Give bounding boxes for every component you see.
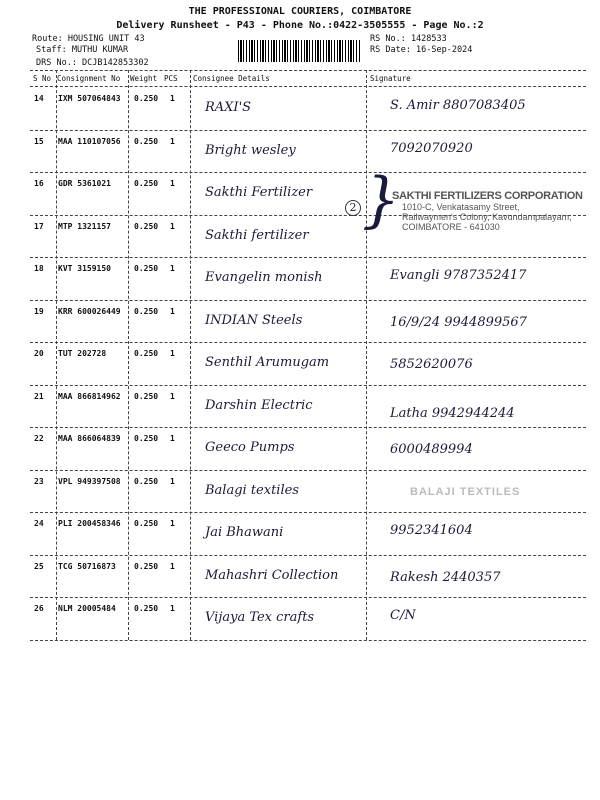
header-divider [30,70,586,71]
row-pcs: 1 [170,264,175,273]
row-divider [30,172,586,173]
stamp-address-line1: 1010-C, Venkatasamy Street, [402,202,520,212]
row-pcs: 1 [170,561,175,571]
row-divider [30,597,586,598]
row-pcs: 1 [170,136,175,146]
row-weight: 0.250 [134,306,159,316]
row-divider [30,130,586,131]
row-sno: 26 [34,604,44,613]
row-weight: 0.250 [134,519,159,528]
row-pcs: 1 [170,94,175,103]
row-consignment-no: MAA 110107056 [58,136,121,146]
stamp-address-line3: COIMBATORE - 641030 [402,222,500,232]
row-sno: 21 [34,391,44,401]
document-subtitle: Delivery Runsheet - P43 - Phone No.:0422-3505555 - Page No.:2 [116,20,484,31]
row-consignee: Vijaya Tex crafts [205,610,315,625]
row-weight: 0.250 [134,476,159,486]
row-pcs: 1 [170,434,175,443]
col-header-consignee: Consignee Details [193,74,270,83]
staff-label: Staff: MUTHU KUMAR [36,45,129,55]
row-divider [30,640,586,641]
col-header-pcs: PCS [164,74,178,83]
row-weight: 0.250 [134,179,159,188]
row-weight: 0.250 [134,94,159,103]
row-consignee: INDIAN Steels [205,312,303,328]
row-consignment-no: GDR 5361021 [58,179,111,188]
row-pcs: 1 [170,604,175,613]
brace-mark: } [362,165,401,235]
row-signature: S. Amir 8807083405 [390,98,526,113]
row-divider [30,470,586,471]
row-consignment-no: TUT 202728 [58,349,107,358]
row-pcs: 1 [170,519,175,528]
row-pcs: 1 [170,306,175,316]
row-consignee: Darshin Electric [205,397,313,413]
row-sno: 23 [34,476,44,486]
row-consignment-no: MAA 866064839 [58,434,121,443]
row-weight: 0.250 [134,221,159,231]
row-sno: 16 [34,179,44,188]
row-pcs: 1 [170,221,175,231]
row-sno: 22 [34,434,44,443]
col-header-signature: Signature [370,74,411,83]
row-weight: 0.250 [134,349,159,358]
row-divider [30,342,586,343]
row-consignment-no: TCG 50716873 [58,561,116,571]
row-divider [30,385,586,386]
col-header-consignment: Consignment No [57,74,121,83]
row-weight: 0.250 [134,561,159,571]
company-stamp [392,190,592,232]
row-consignment-no: PLI 200458346 [58,519,121,528]
row-weight: 0.250 [134,264,159,273]
row-consignee: Senthil Arumugam [205,355,330,370]
row-consignee: Evangelin monish [205,270,323,285]
drs-number: DRS No.: DCJB142853302 [36,58,149,68]
row-consignee: Jai Bhawani [205,525,284,540]
document-title: THE PROFESSIONAL COURIERS, COIMBATORE [188,6,412,17]
row-signature: C/N [390,608,416,623]
row-sno: 14 [34,94,44,103]
row-signature: 5852620076 [390,357,473,372]
row-sno: 15 [34,136,44,146]
row-consignment-no: IXM 507064843 [58,94,121,103]
row-pcs: 1 [170,476,175,486]
row-consignment-no: MTP 1321157 [58,221,111,231]
row-sno: 19 [34,306,44,316]
stamp-address-line2: Railwaymen's Colony, Kavundampalayam, [402,212,572,222]
stamp-company-name: SAKTHI FERTILIZERS CORPORATION [392,190,583,202]
circled-mark: 2 [345,200,361,216]
col-header-weight: Weight [130,74,158,83]
row-divider [30,257,586,258]
row-sno: 20 [34,349,44,358]
row-divider [30,427,586,428]
row-divider [30,555,586,556]
row-sno: 25 [34,561,44,571]
row-signature: 9952341604 [390,523,473,538]
row-weight: 0.250 [134,391,159,401]
row-consignee: Sakthi Fertilizer [205,185,313,200]
row-consignee: RAXI'S [205,100,252,115]
row-weight: 0.250 [134,604,159,613]
rs-date: RS Date: 16-Sep-2024 [370,45,473,55]
row-consignment-no: VPL 949397508 [58,476,121,486]
row-pcs: 1 [170,349,175,358]
row-weight: 0.250 [134,434,159,443]
row-signature: 16/9/24 9944899567 [390,314,527,330]
row-signature: 7092070920 [390,140,473,156]
rs-number: RS No.: 1428533 [370,34,447,44]
row-sno: 24 [34,519,44,528]
row-signature: Evangli 9787352417 [390,268,527,283]
barcode [238,40,360,62]
row-consignment-no: KRR 600026449 [58,306,121,316]
row-signature: Latha 9942944244 [390,405,515,421]
row-consignment-no: NLM 20005484 [58,604,116,613]
row-weight: 0.250 [134,136,159,146]
col-header-sno: S No [33,74,52,83]
row-consignee: Geeco Pumps [205,440,295,455]
row-sno: 17 [34,221,44,231]
row-consignment-no: KVT 3159150 [58,264,111,273]
row-consignee: Sakthi fertilizer [205,227,309,243]
row-consignee: Balagi textiles [205,482,299,498]
row-consignee: Mahashri Collection [205,567,339,583]
row-consignment-no: MAA 866814962 [58,391,121,401]
row-sno: 18 [34,264,44,273]
row-consignee: Bright wesley [205,142,296,158]
row-pcs: 1 [170,391,175,401]
faint-stamp: BALAJI TEXTILES [410,486,521,498]
route-label: Route: HOUSING UNIT 43 [32,34,145,44]
row-divider [30,300,586,301]
column-divider [30,86,586,87]
row-signature: Rakesh 2440357 [390,569,501,585]
row-signature: 6000489994 [390,442,473,457]
row-divider [30,512,586,513]
row-pcs: 1 [170,179,175,188]
